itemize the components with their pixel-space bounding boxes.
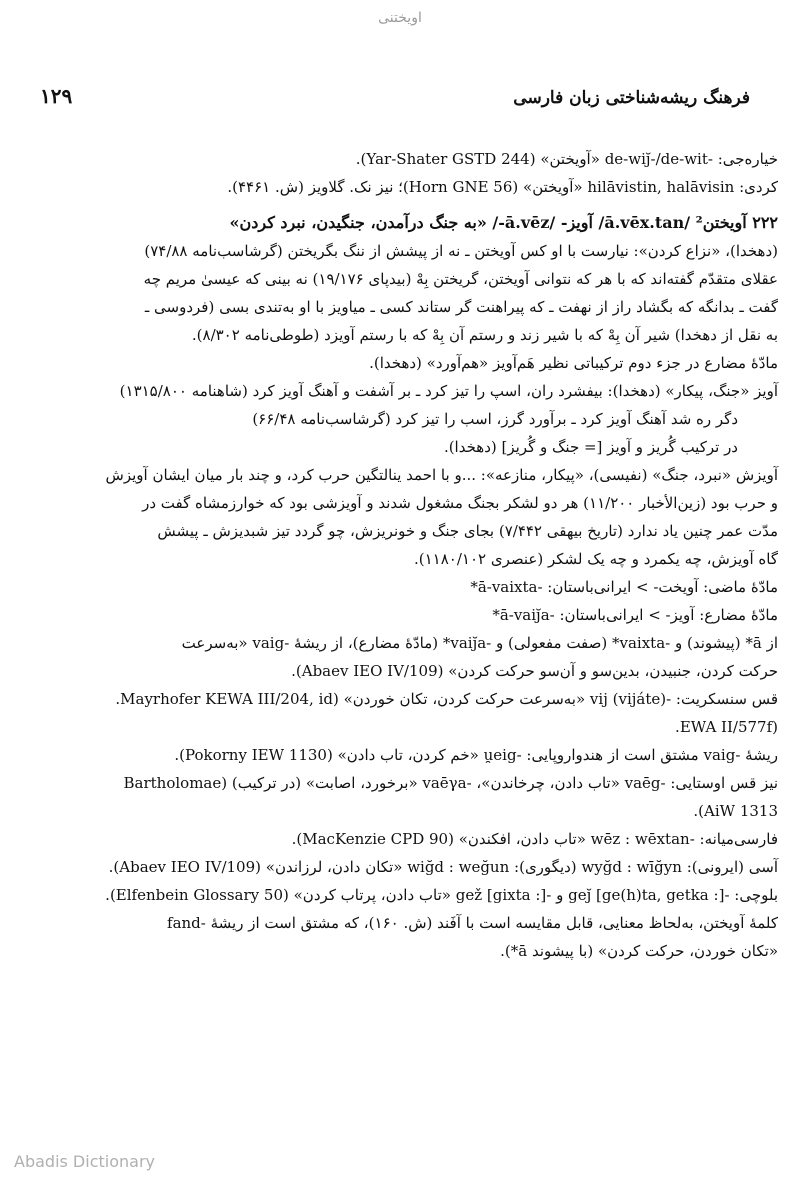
text-line: از ā* (پیشوند) و -vaixta* (صفت مفعولی) و -vaij̆a* (مادّهٔ مضارع)، از ریشهٔ -vaig «به‌سرعت <box>181 634 778 652</box>
text-line: AiW 1313). <box>693 802 778 820</box>
text-line: در ترکیب گُریز و آویز [= جنگ و گُریز] (دهخدا). <box>443 438 738 456</box>
text-line: قس سنسکریت: -vij (vijáte) «به‌سرعت حرکت کردن، تکان خوردن» (Mayrhofer KEWA III/204, id. <box>115 690 778 708</box>
text-line: مادّهٔ مضارع: آویز- > ایرانی‌باستان: -ā-vaij̆a* <box>492 606 778 624</box>
text-line: (EWA II/577f. <box>675 718 778 736</box>
text-line: آویز «جنگ، پیکار» (دهخدا): بیفشرد ران، اسپ را تیز کرد ـ بر آشفت و آهنگ آویز کرد (شاهنامه ۱۳۱۵/۸۰۰) <box>119 382 778 400</box>
text-line: نیز قس اوستایی: -vaēg «تاب دادن، چرخاندن»، -vaēγa «برخورد، اصابت» (در ترکیب) (Bartholomae <box>123 774 778 792</box>
text-line: به نقل از دهخدا) شیر آن بِهْ که با شیر زند و رستم آن بِهْ که با رستم آویزد (طوطی‌نامه ۸/۳۰۲). <box>191 326 778 344</box>
text-line: مادّهٔ مضارع در جزء دوم ترکیباتی نظیر هَم‌آویز «هم‌آورد» (دهخدا). <box>369 354 778 372</box>
text-line: ریشهٔ -vaig مشتق است از هندواروپایی: -u̯eig «خم کردن، تاب دادن» (Pokorny IEW 1130). <box>174 746 778 764</box>
text-line: و حرب بود (زین‌الأخبار ۱۱/۲۰۰) هر دو لشکر بجنگ مشغول شدند و آویزشی بود که خوارزمشاه گفت در <box>142 494 778 512</box>
text-line: گفت ـ بدانگه که بگشاد راز از نهفت ـ که پیراهنت گر ستاند کسی ـ میاویز با او به‌تندی بسی (فردوسی ـ <box>144 298 778 316</box>
dictionary-content <box>22 145 778 965</box>
text-line: (دهخدا)، «نزاع کردن»: نیارست با او کس آویختن ـ نه از پیشش از ننگ بگریختن (گرشاسب‌نامه ۷۴/۸۸) <box>144 242 778 260</box>
site-title: اویختنی <box>378 10 422 26</box>
text-line: کلمهٔ آویختن، به‌لحاظ معنایی، قابل مقایسه است با آفَند (ش. ۱۶۰)، که مشتق است از ریشهٔ -fand <box>167 914 778 932</box>
watermark: Abadis Dictionary <box>14 1152 155 1171</box>
text-line: آویزش «نبرد، جنگ» (نفیسی)، «پیکار، منازعه»: ...و با احمد ینالتگین حرب کرد، و چند بار میان ایشان آویزش <box>105 466 778 484</box>
text-line: بلوچی: -gej̆ [ge(h)ta, getka :] و -gež [gixta :] «تاب دادن، پرتاب کردن» (Elfenbein Glossary 50). <box>105 886 778 904</box>
entry-headword-line: ۲۲۲ آویختن² /ā.vēx.tan/ آویز- /ā.vēz-/ «به جنگ درآمدن، جنگیدن، نبرد کردن» <box>229 213 778 232</box>
page-number: ۱۲۹ <box>40 84 73 108</box>
text-line: خیاره‌جی: -de-wij̆-/de-wit «آویختن» (Yar-Shater GSTD 244). <box>355 150 778 168</box>
text-line: گاه آویزش، چه یکمرد و چه یک لشکر (عنصری ۱۱۸۰/۱۰۲). <box>414 550 778 568</box>
text-line: مادّهٔ ماضی: آویخت- > ایرانی‌باستان: -ā-vaixta* <box>470 578 778 596</box>
text-line: دگر ره شد آهنگ آویز کرد ـ برآورد گرز، اسب را تیز کرد (گرشاسب‌نامه ۶۶/۴۸) <box>252 410 738 428</box>
text-line: فارسی‌میانه: -wēz : wēxtan «تاب دادن، افکندن» (MacKenzie CPD 90). <box>291 830 778 848</box>
text-line: کردی: hilāvistin, halāvisin «آویختن» (Horn GNE 56)؛ نیز نک. گلاویز (ش. ۴۴۶۱). <box>227 178 778 196</box>
text-line: «تکان خوردن، حرکت کردن» (با پیشوند ā*). <box>500 942 778 960</box>
text-line: حرکت کردن، جنبیدن، بدین‌سو و آن‌سو حرکت کردن» (Abaev IEO IV/109). <box>291 662 778 680</box>
text-line: مدّت عمر چنین یاد ندارد (تاریخ بیهقی ۷/۴۴۲) بجای جنگ و خونریزش، چو گردد تیز شبدیزش ـ پیشش <box>157 522 778 540</box>
text-line: آسی (ایرونی): wyğd : wīğyn (دیگوری): wiğd : weğun «تکان دادن، لرزاندن» (Abaev IEO IV/109). <box>108 858 778 876</box>
text-line: عقلای متقدّم گفته‌اند که با هر که نتوانی آویختن، گریختن بِهْ (بیدپای ۱۹/۱۷۶) نه بینی که عیسیٰ مریم چه <box>143 270 778 288</box>
running-head: فرهنگ ریشه‌شناختی زبان فارسی <box>513 88 750 108</box>
